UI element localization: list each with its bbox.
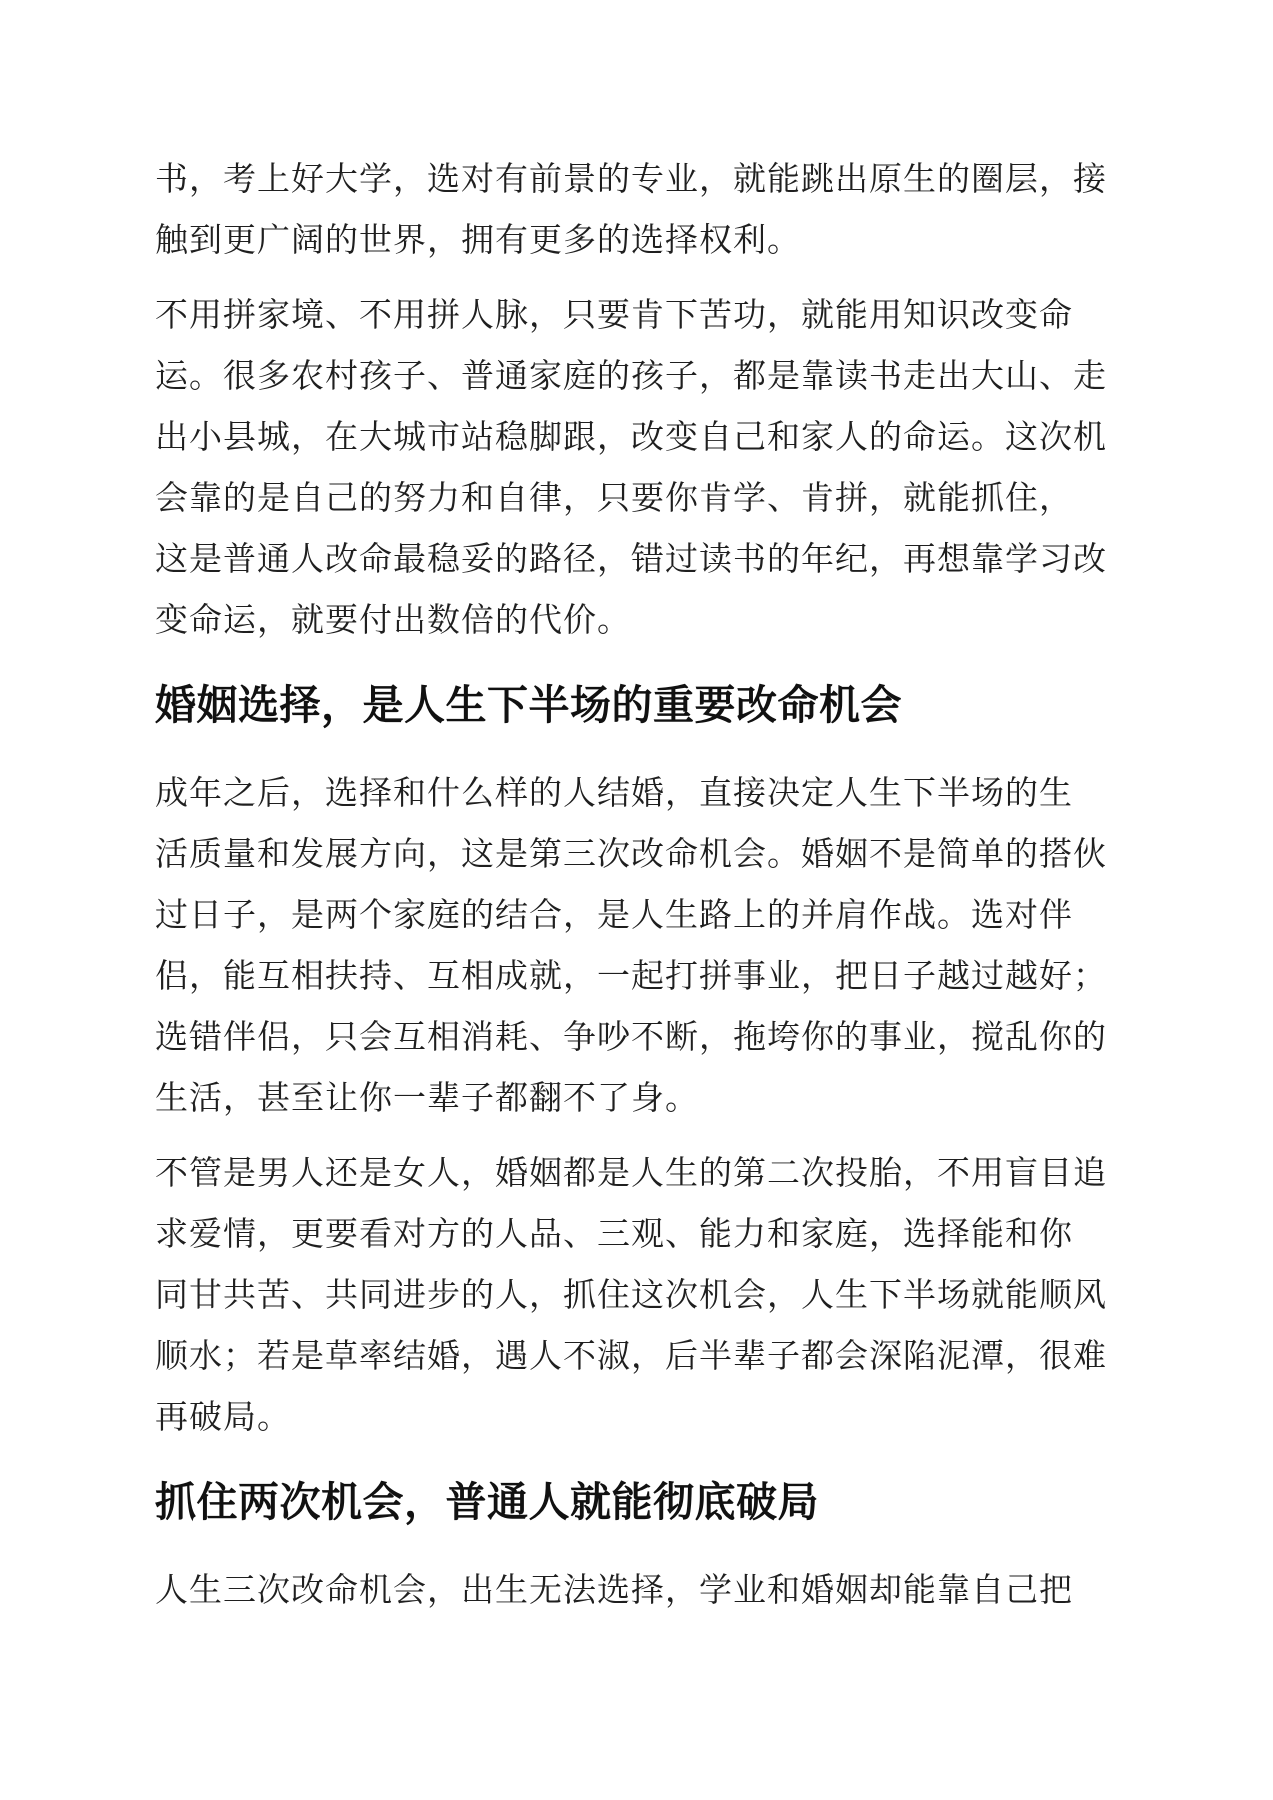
text-line: 侣，能互相扶持、互相成就，一起打拼事业，把日子越过越好； bbox=[155, 956, 1107, 995]
section-heading-marriage: 婚姻选择，是人生下半场的重要改命机会 bbox=[155, 681, 902, 729]
text-line: 同甘共苦、共同进步的人，抓住这次机会，人生下半场就能顺风 bbox=[155, 1275, 1107, 1314]
paragraph-three-chances bbox=[155, 1559, 1120, 1620]
text-line: 不用拼家境、不用拼人脉，只要肯下苦功，就能用知识改变命 bbox=[155, 295, 1073, 334]
text-line: 触到更广阔的世界，拥有更多的选择权利。 bbox=[155, 220, 801, 259]
text-line: 这是普通人改命最稳妥的路径，错过读书的年纪，再想靠学习改 bbox=[155, 539, 1107, 578]
document-page bbox=[155, 148, 1120, 1620]
paragraph-marriage-choice bbox=[155, 762, 1120, 1128]
text-line: 顺水；若是草率结婚，遇人不淑，后半辈子都会深陷泥潭，很难 bbox=[155, 1336, 1107, 1375]
section-heading-breakthrough: 抓住两次机会，普通人就能彻底破局 bbox=[155, 1478, 819, 1526]
text-line: 活质量和发展方向，这是第三次改命机会。婚姻不是简单的搭伙 bbox=[155, 834, 1107, 873]
text-line: 出小县城，在大城市站稳脚跟，改变自己和家人的命运。这次机 bbox=[155, 417, 1107, 456]
text-line: 不管是男人还是女人，婚姻都是人生的第二次投胎，不用盲目追 bbox=[155, 1153, 1107, 1192]
text-line: 过日子，是两个家庭的结合，是人生路上的并肩作战。选对伴 bbox=[155, 895, 1073, 934]
paragraph-second-rebirth bbox=[155, 1142, 1120, 1447]
paragraph-education-end bbox=[155, 148, 1120, 270]
text-line: 再破局。 bbox=[155, 1397, 291, 1436]
text-line: 求爱情，更要看对方的人品、三观、能力和家庭，选择能和你 bbox=[155, 1214, 1073, 1253]
text-line: 会靠的是自己的努力和自律，只要你肯学、肯拼，就能抓住， bbox=[155, 478, 1073, 517]
text-line: 成年之后，选择和什么样的人结婚，直接决定人生下半场的生 bbox=[155, 773, 1073, 812]
text-line: 书，考上好大学，选对有前景的专业，就能跳出原生的圈层，接 bbox=[155, 159, 1107, 198]
text-line: 选错伴侣，只会互相消耗、争吵不断，拖垮你的事业，搅乱你的 bbox=[155, 1017, 1107, 1056]
text-line: 变命运，就要付出数倍的代价。 bbox=[155, 600, 631, 639]
text-line: 人生三次改命机会，出生无法选择，学业和婚姻却能靠自己把 bbox=[155, 1570, 1073, 1609]
text-line: 生活，甚至让你一辈子都翻不了身。 bbox=[155, 1078, 699, 1117]
paragraph-knowledge-changes-fate bbox=[155, 284, 1120, 650]
text-line: 运。很多农村孩子、普通家庭的孩子，都是靠读书走出大山、走 bbox=[155, 356, 1107, 395]
